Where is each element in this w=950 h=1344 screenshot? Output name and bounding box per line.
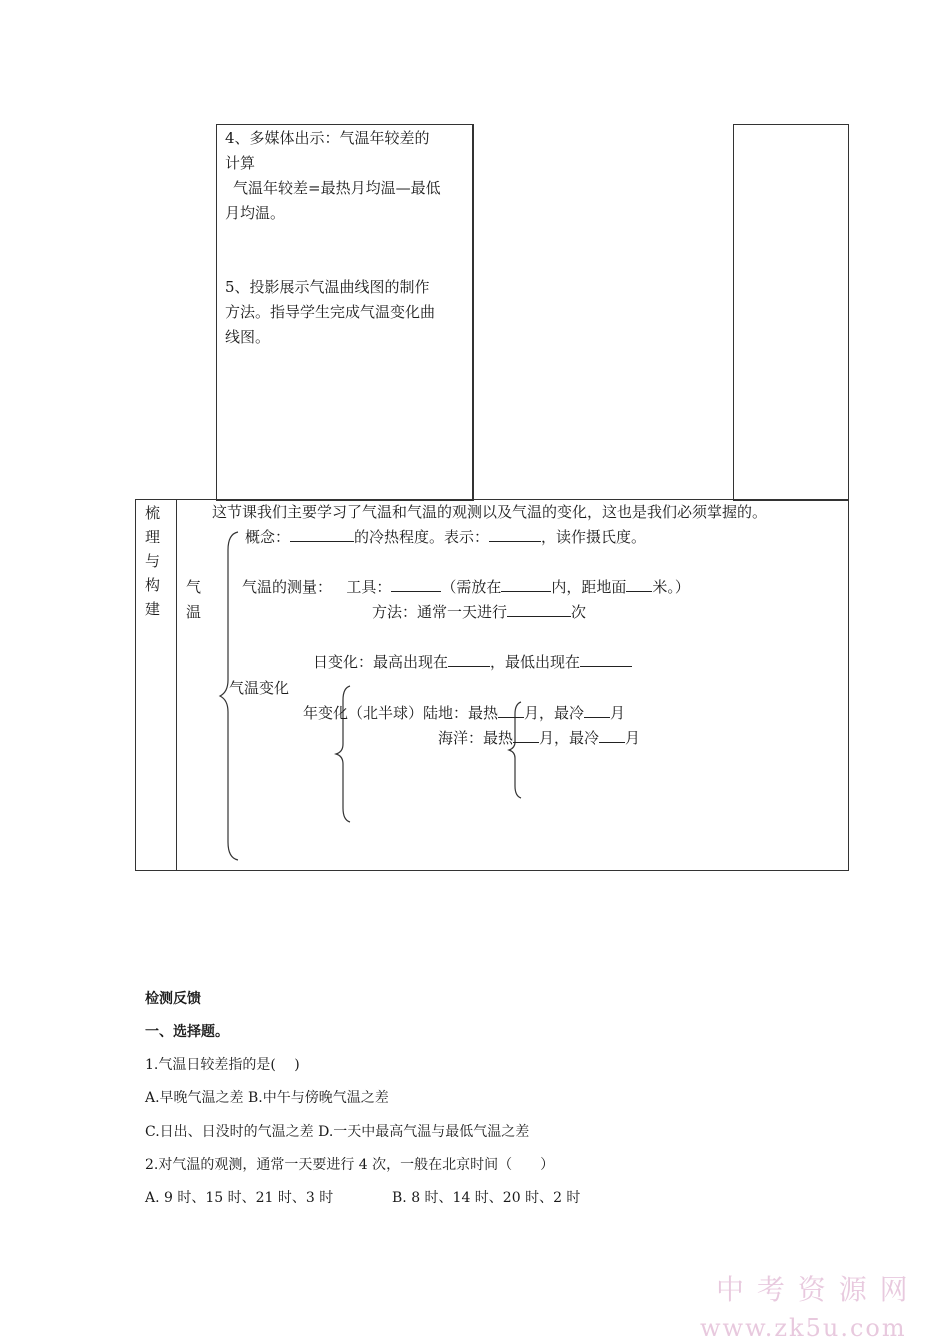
land-hot-blank[interactable] [498, 701, 524, 718]
method-label: 方法：通常一天进行 [372, 603, 508, 621]
temperature-change-label: 气温变化 [229, 679, 290, 697]
concept-mid: 的冷热程度。表示： [354, 528, 490, 546]
method-line [372, 600, 586, 624]
question-1-options-ab: A.早晚气温之差 B.中午与傍晚气温之差 [145, 1090, 389, 1106]
question-1-options-cd: C.日出、日没时的气温之差 D.一天中最高气温与最低气温之差 [145, 1124, 530, 1140]
measure-tool: 工具： [346, 578, 392, 596]
method-end: 次 [571, 603, 587, 621]
daily-low-blank[interactable] [580, 650, 632, 667]
daily-change-line [313, 650, 632, 674]
measure-place-open: （需放在 [441, 578, 502, 596]
ocean-mid: 月，最冷 [539, 729, 600, 747]
land-cold-blank[interactable] [584, 701, 610, 718]
daily-high-blank[interactable] [448, 650, 490, 667]
upper-text-line-7: 线图。 [225, 328, 271, 346]
upper-text-line-5: 5、投影展示气温曲线图的制作 [225, 278, 430, 296]
upper-middle-cell [472, 124, 473, 499]
topic-char-1: 气 [186, 578, 202, 596]
tool-blank[interactable] [391, 575, 441, 592]
watermark-logo: 中 考 资 源 网 [716, 1273, 910, 1306]
daily-label: 日变化：最高出现在 [313, 653, 449, 671]
quiz-heading: 检测反馈 [145, 991, 201, 1007]
measure-label: 气温的测量： [242, 578, 333, 596]
height-blank[interactable] [626, 575, 652, 592]
measure-line [242, 575, 690, 599]
upper-text-line-4: 月均温。 [225, 204, 286, 222]
concept-label: 概念： [245, 528, 291, 546]
concept-end: ，读作摄氏度。 [541, 528, 647, 546]
method-blank[interactable] [507, 600, 571, 617]
daily-mid: ，最低出现在 [490, 653, 581, 671]
ocean-cold-blank[interactable] [599, 726, 625, 743]
row-label-char-1: 梳 [145, 504, 161, 522]
summary-intro: 这节课我们主要学习了气温和气温的观测以及气温的变化，这也是我们必须掌握的。 [212, 503, 768, 521]
annual-end: 月 [610, 704, 626, 722]
question-2-option-b: B. 8 时、14 时、20 时、2 时 [392, 1190, 581, 1206]
measure-place-end: 米。） [652, 578, 690, 596]
concept-blank-1[interactable] [290, 525, 354, 542]
question-1: 1.气温日较差指的是( ) [145, 1057, 300, 1073]
summary-row-label [145, 501, 165, 621]
ocean-label: 海洋：最热 [438, 729, 514, 747]
concept-blank-2[interactable] [489, 525, 541, 542]
summary-column-divider [176, 499, 177, 870]
upper-text-line-3: 气温年较差=最热月均温—最低 [233, 179, 441, 197]
upper-right-cell [733, 124, 849, 501]
row-label-char-2: 理 [145, 528, 161, 546]
watermark-url: www.zk5u.com [700, 1314, 907, 1342]
row-label-char-5: 建 [145, 600, 161, 618]
annual-mid: 月，最冷 [524, 704, 585, 722]
measure-place-mid: 内，距地面 [551, 578, 627, 596]
question-2: 2.对气温的观测，通常一天要进行 4 次，一般在北京时间（ ） [145, 1157, 555, 1173]
ocean-end: 月 [625, 729, 641, 747]
row-label-char-3: 与 [145, 552, 161, 570]
annual-change-line [303, 701, 625, 725]
annual-label: 年变化（北半球）陆地：最热 [303, 704, 499, 722]
concept-line [245, 525, 646, 549]
upper-text-line-2: 计算 [225, 154, 256, 172]
topic-char-2: 温 [186, 603, 202, 621]
place-blank[interactable] [501, 575, 551, 592]
upper-text-line-6: 方法。指导学生完成气温变化曲 [225, 303, 436, 321]
upper-text-line-1: 4、多媒体出示：气温年较差的 [225, 129, 430, 147]
row-label-char-4: 构 [145, 576, 161, 594]
question-2-option-a: A. 9 时、15 时、21 时、3 时 [145, 1190, 334, 1206]
ocean-line [438, 726, 640, 750]
quiz-section-title: 一、选择题。 [145, 1024, 229, 1040]
ocean-hot-blank[interactable] [513, 726, 539, 743]
